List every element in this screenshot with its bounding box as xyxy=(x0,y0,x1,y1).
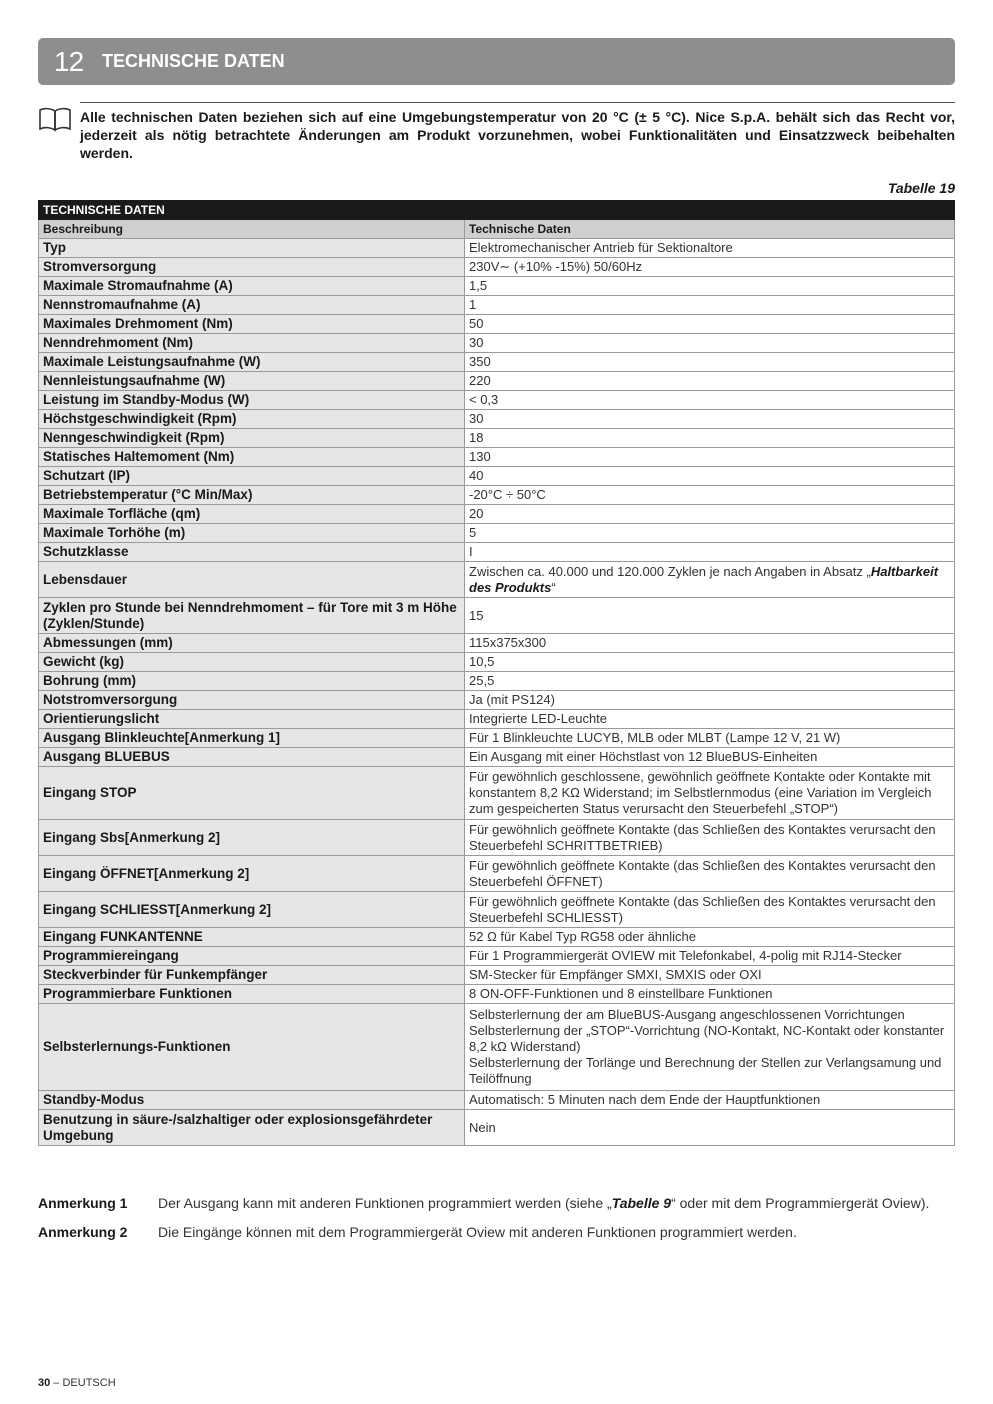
page-number: 30 xyxy=(38,1377,51,1389)
notice-text: Alle technischen Daten beziehen sich auf eine Umgebungstemperatur von 20 °C (± 5 °C). Nice S.p.A. behält sich das Recht vor, jederzeit als nötig betrachtete Änderungen am Produkt vorzunehmen, wobei Funktionalitäten und Einsatzzweck beibehalten werden. xyxy=(80,109,955,161)
row-description: Maximale Leistungsaufnahme (W) xyxy=(39,353,465,372)
row-value: 30 xyxy=(465,334,955,353)
table-row xyxy=(39,391,955,410)
row-value: < 0,3 xyxy=(465,391,955,410)
row-description: Eingang Sbs[Anmerkung 2] xyxy=(39,820,465,856)
table-row xyxy=(39,239,955,258)
row-value: 130 xyxy=(465,448,955,467)
row-description: Eingang FUNKANTENNE xyxy=(39,928,465,947)
table-row xyxy=(39,947,955,966)
book-icon xyxy=(38,106,72,132)
row-description: Maximale Stromaufnahme (A) xyxy=(39,277,465,296)
table-row xyxy=(39,543,955,562)
row-value: Automatisch: 5 Minuten nach dem Ende der Hauptfunktionen xyxy=(465,1091,955,1110)
row-value: 18 xyxy=(465,429,955,448)
row-value: Ein Ausgang mit einer Höchstlast von 12 BlueBUS-Einheiten xyxy=(465,748,955,767)
table-row xyxy=(39,691,955,710)
table-row xyxy=(39,598,955,634)
row-description: Standby-Modus xyxy=(39,1091,465,1110)
section-number: 12 xyxy=(54,45,84,77)
table-row xyxy=(39,985,955,1004)
row-description: Programmierbare Funktionen xyxy=(39,985,465,1004)
table-row xyxy=(39,562,955,598)
note-label: Anmerkung 1 xyxy=(38,1195,128,1211)
table-row xyxy=(39,672,955,691)
row-description: Eingang SCHLIESST[Anmerkung 2] xyxy=(39,892,465,928)
row-value xyxy=(465,1004,955,1091)
row-description: Lebensdauer xyxy=(39,562,465,598)
row-description: Typ xyxy=(39,239,465,258)
value-text: Zwischen ca. 40.000 und 120.000 Zyklen je nach Angaben in Absatz „ xyxy=(469,563,871,579)
table-row xyxy=(39,767,955,820)
table-reference: Tabelle 9 xyxy=(611,1195,672,1211)
row-value: I xyxy=(465,543,955,562)
table-row xyxy=(39,448,955,467)
row-description: Benutzung in säure-/salzhaltiger oder explosionsgefährdeter Umgebung xyxy=(39,1110,465,1146)
table-row xyxy=(39,258,955,277)
value-text: “ xyxy=(551,579,556,595)
table-row xyxy=(39,353,955,372)
table-header-row xyxy=(39,220,955,239)
section-title: TECHNISCHE DATEN xyxy=(102,51,285,71)
row-description: Betriebstemperatur (°C Min/Max) xyxy=(39,486,465,505)
row-value: SM-Stecker für Empfänger SMXI, SMXIS oder OXI xyxy=(465,966,955,985)
row-description: Eingang STOP xyxy=(39,767,465,820)
row-description: Bohrung (mm) xyxy=(39,672,465,691)
row-value: 52 Ω für Kabel Typ RG58 oder ähnliche xyxy=(465,928,955,947)
value-line: Selbsterlernung der „STOP“-Vorrichtung (NO-Kontakt, NC-Kontakt oder konstanter 8,2 kΩ Widerstand) xyxy=(469,1023,945,1054)
row-value: 1,5 xyxy=(465,277,955,296)
table-row xyxy=(39,820,955,856)
table-title: TECHNISCHE DATEN xyxy=(39,201,955,220)
note-item xyxy=(38,1224,955,1253)
row-description: Programmiereingang xyxy=(39,947,465,966)
row-value: Für gewöhnlich geschlossene, gewöhnlich geöffnete Kontakte oder Kontakte mit konstantem 8,2 KΩ Widerstand; im Selbstlernmodus (eine Variation im Vergleich zum gespeicherten Status verursacht den Steuerbefehl „STOP“) xyxy=(465,767,955,820)
row-value: -20°C ÷ 50°C xyxy=(465,486,955,505)
table-row xyxy=(39,467,955,486)
table-row xyxy=(39,966,955,985)
row-value: Ja (mit PS124) xyxy=(465,691,955,710)
table-row xyxy=(39,634,955,653)
row-value: Für gewöhnlich geöffnete Kontakte (das Schließen des Kontaktes verursacht den Steuerbefehl SCHLIESST) xyxy=(465,892,955,928)
row-description: Notstromversorgung xyxy=(39,691,465,710)
note-label: Anmerkung 2 xyxy=(38,1224,128,1240)
table-row xyxy=(39,315,955,334)
row-value: 220 xyxy=(465,372,955,391)
row-description: Nennstromaufnahme (A) xyxy=(39,296,465,315)
note-text xyxy=(158,1195,929,1211)
table-row xyxy=(39,710,955,729)
section-reference: Haltbarkeit des Produkts xyxy=(469,563,939,595)
note-text-part: “ oder mit dem Programmiergerät Oview). xyxy=(671,1195,930,1211)
row-description: Schutzklasse xyxy=(39,543,465,562)
page-footer xyxy=(38,1377,116,1389)
row-value: 50 xyxy=(465,315,955,334)
row-value: Für gewöhnlich geöffnete Kontakte (das Schließen des Kontaktes verursacht den Steuerbefehl ÖFFNET) xyxy=(465,856,955,892)
row-description: Nenngeschwindigkeit (Rpm) xyxy=(39,429,465,448)
row-value: 40 xyxy=(465,467,955,486)
row-description: Orientierungslicht xyxy=(39,710,465,729)
table-row xyxy=(39,729,955,748)
table-caption: Tabelle 19 xyxy=(887,180,955,196)
table-row xyxy=(39,653,955,672)
row-description: Maximales Drehmoment (Nm) xyxy=(39,315,465,334)
row-description: Statisches Haltemoment (Nm) xyxy=(39,448,465,467)
table-row xyxy=(39,1091,955,1110)
row-value: Nein xyxy=(465,1110,955,1146)
note-item xyxy=(38,1195,955,1224)
section-header xyxy=(38,38,955,85)
row-description: Zyklen pro Stunde bei Nenndrehmoment – für Tore mit 3 m Höhe (Zyklen/Stunde) xyxy=(39,598,465,634)
footer-language: DEUTSCH xyxy=(62,1377,116,1389)
row-value xyxy=(465,562,955,598)
table-title-row xyxy=(39,201,955,220)
column-header-description: Beschreibung xyxy=(39,220,465,239)
row-description: Höchstgeschwindigkeit (Rpm) xyxy=(39,410,465,429)
spec-table xyxy=(38,200,955,1146)
row-description: Selbsterlernungs-Funktionen xyxy=(39,1004,465,1091)
table-row xyxy=(39,486,955,505)
row-value: 25,5 xyxy=(465,672,955,691)
table-row xyxy=(39,429,955,448)
row-description: Leistung im Standby-Modus (W) xyxy=(39,391,465,410)
table-row xyxy=(39,334,955,353)
row-description: Steckverbinder für Funkempfänger xyxy=(39,966,465,985)
row-value: Für gewöhnlich geöffnete Kontakte (das Schließen des Kontaktes verursacht den Steuerbefehl SCHRITTBETRIEB) xyxy=(465,820,955,856)
table-row xyxy=(39,505,955,524)
table-row xyxy=(39,748,955,767)
note-text-part: Der Ausgang kann mit anderen Funktionen programmiert werden (siehe „ xyxy=(158,1195,612,1211)
row-value: 350 xyxy=(465,353,955,372)
row-description: Schutzart (IP) xyxy=(39,467,465,486)
row-value: Für 1 Blinkleuchte LUCYB, MLB oder MLBT (Lampe 12 V, 21 W) xyxy=(465,729,955,748)
table-row xyxy=(39,524,955,543)
row-value: 10,5 xyxy=(465,653,955,672)
row-value: 20 xyxy=(465,505,955,524)
value-line: Selbsterlernung der Torlänge und Berechnung der Stellen zur Verlangsamung und Teilöffnung xyxy=(469,1055,942,1086)
row-description: Ausgang BLUEBUS xyxy=(39,748,465,767)
row-value: 15 xyxy=(465,598,955,634)
row-value: 8 ON-OFF-Funktionen und 8 einstellbare Funktionen xyxy=(465,985,955,1004)
row-description: Nenndrehmoment (Nm) xyxy=(39,334,465,353)
row-description: Maximale Torfläche (qm) xyxy=(39,505,465,524)
row-value: Für 1 Programmiergerät OVIEW mit Telefonkabel, 4-polig mit RJ14-Stecker xyxy=(465,947,955,966)
row-value: 230V∼ (+10% -15%) 50/60Hz xyxy=(465,258,955,277)
notes xyxy=(38,1195,955,1253)
row-description: Eingang ÖFFNET[Anmerkung 2] xyxy=(39,856,465,892)
row-description: Stromversorgung xyxy=(39,258,465,277)
row-description: Nennleistungsaufnahme (W) xyxy=(39,372,465,391)
table-row xyxy=(39,1004,955,1091)
row-value: 5 xyxy=(465,524,955,543)
table-row xyxy=(39,277,955,296)
value-line: Selbsterlernung der am BlueBUS-Ausgang angeschlossenen Vorrichtungen xyxy=(469,1007,905,1022)
column-header-data: Technische Daten xyxy=(465,220,955,239)
row-value: 1 xyxy=(465,296,955,315)
notice-divider xyxy=(80,102,955,103)
row-description: Abmessungen (mm) xyxy=(39,634,465,653)
row-description: Maximale Torhöhe (m) xyxy=(39,524,465,543)
table-row xyxy=(39,296,955,315)
row-value: 30 xyxy=(465,410,955,429)
table-row xyxy=(39,410,955,429)
note-text: Die Eingänge können mit dem Programmiergerät Oview mit anderen Funktionen programmiert werden. xyxy=(158,1224,797,1240)
row-value: Integrierte LED-Leuchte xyxy=(465,710,955,729)
table-row xyxy=(39,1110,955,1146)
table-row xyxy=(39,892,955,928)
row-value: Elektromechanischer Antrieb für Sektionaltore xyxy=(465,239,955,258)
row-description: Gewicht (kg) xyxy=(39,653,465,672)
table-row xyxy=(39,928,955,947)
footer-separator: – xyxy=(50,1377,63,1389)
row-description: Ausgang Blinkleuchte[Anmerkung 1] xyxy=(39,729,465,748)
table-row xyxy=(39,372,955,391)
row-value: 115x375x300 xyxy=(465,634,955,653)
table-row xyxy=(39,856,955,892)
